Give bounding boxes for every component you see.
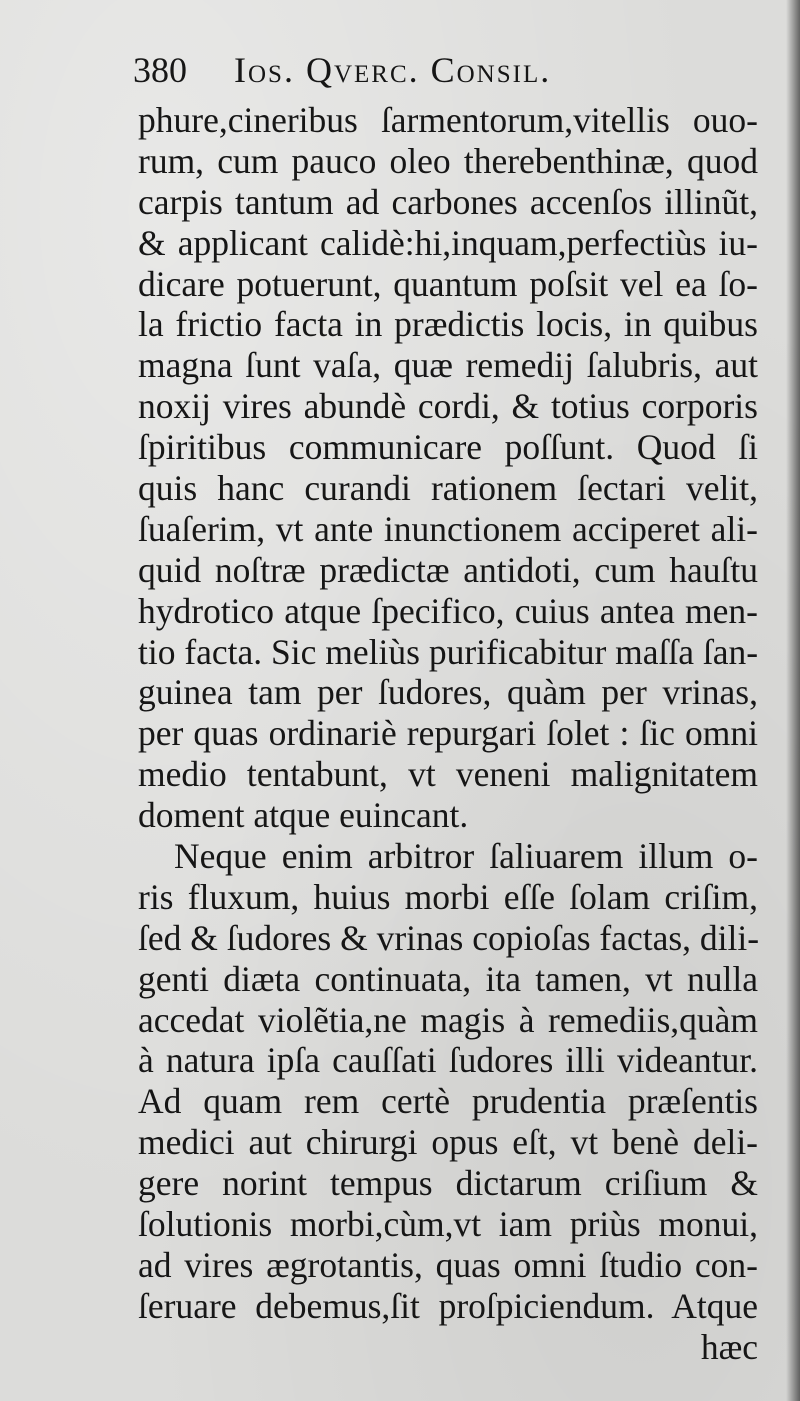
text-line: rum, cum pauco oleo therebenthinæ, quod xyxy=(138,140,758,181)
text-line: quid noſtræ prædictæ antidoti, cum hauſtu xyxy=(138,549,758,590)
text-line: genti diæta continuata, ita tamen, vt nulla xyxy=(138,958,758,999)
text-line: hydrotico atque ſpecifico, cuius antea men- xyxy=(138,590,758,631)
text-line: ſeruare debemus,ſit proſpiciendum. Atque xyxy=(138,1285,758,1326)
text-line: ris fluxum, huius morbi eſſe ſolam criſim, xyxy=(138,876,758,917)
text-line: magna ſunt vaſa, quæ remedij ſalubris, aut xyxy=(138,345,758,386)
text-line: la frictio facta in prædictis locis, in quibus xyxy=(138,304,758,345)
text-line: ſpiritibus communicare poſſunt. Quod ſi xyxy=(138,427,758,468)
text-line: doment atque euincant. xyxy=(138,795,469,836)
text-line: carpis tantum ad carbones accenſos illinũt, xyxy=(138,181,758,222)
text-line: Neque enim arbitror ſaliuarem illum o- xyxy=(174,836,758,877)
text-line: ad vires ægrotantis, quas omni ſtudio con- xyxy=(138,1244,758,1285)
text-line: tio facta. Sic meliùs purificabitur maſſa ſan- xyxy=(138,631,759,672)
text-line: gere norint tempus dictarum criſium & xyxy=(138,1163,758,1204)
text-line: medio tentabunt, vt veneni malignitatem xyxy=(138,754,758,795)
text-line: ſolutionis morbi,cùm,vt iam priùs monui, xyxy=(138,1204,758,1245)
text-line: phure,cineribus ſarmentorum,vitellis ouo- xyxy=(138,100,758,140)
text-line: guinea tam per ſudores, quàm per vrinas, xyxy=(138,672,758,713)
page-number: 380 xyxy=(133,50,187,90)
body-text xyxy=(138,100,758,1368)
running-head: Ios. Qverc. Consil. xyxy=(234,50,552,90)
page-header xyxy=(133,48,551,92)
text-line: ſed & ſudores & vrinas copioſas factas, dili- xyxy=(138,917,760,958)
catchword: hæc xyxy=(700,1326,758,1367)
text-line: accedat violẽtia,ne magis à remediis,quàm xyxy=(138,999,758,1040)
text-line: Ad quam rem certè prudentia præſentis xyxy=(138,1081,758,1122)
text-line: medici aut chirurgi opus eſt, vt benè deli- xyxy=(138,1122,758,1163)
text-line: quis hanc curandi rationem ſectari velit, xyxy=(138,468,758,509)
text-line: & applicant calidè:hi,inquam,perfectiùs iu- xyxy=(138,222,758,263)
text-line: per quas ordinariè repurgari ſolet : ſic omni xyxy=(138,713,758,754)
page-edge-shadow xyxy=(786,0,800,1401)
text-line: dicare potuerunt, quantum poſsit vel ea ſo- xyxy=(138,263,758,304)
text-line: noxij vires abundè cordi, & totius corporis xyxy=(138,386,758,427)
text-line: ſuaſerim, vt ante inunctionem acciperet ali- xyxy=(138,508,758,549)
text-line: à natura ipſa cauſſati ſudores illi videantur. xyxy=(138,1040,758,1081)
